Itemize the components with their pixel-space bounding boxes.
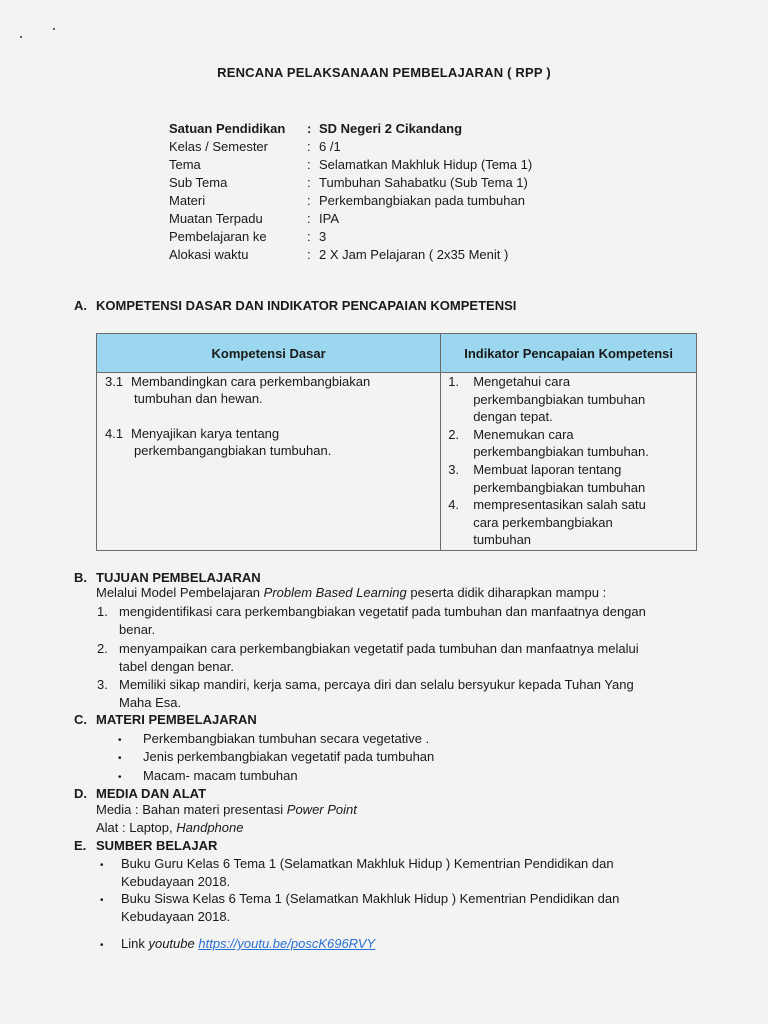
bullet-icon: • [100, 895, 104, 906]
objective-text: Memiliki sikap mandiri, kerja sama, percaya diri dan selalu bersyukur kepada Tuhan Yang [119, 677, 634, 692]
identity-row [169, 246, 508, 264]
identity-colon: : [307, 229, 311, 244]
identity-colon: : [307, 175, 311, 190]
objective-text: menyampaikan cara perkembangbiakan vegetatif pada tumbuhan dan manfaatnya melalui [119, 641, 639, 656]
source-text: Kebudayaan 2018. [121, 909, 231, 924]
kd-text: perkembangangbiakan tumbuhan. [134, 443, 332, 458]
ipk-text: Membuat laporan tentang [473, 462, 622, 477]
identity-value: IPA [319, 211, 339, 226]
identity-value: 6 /1 [319, 139, 341, 154]
source-text: Buku Siswa Kelas 6 Tema 1 (Selamatkan Makhluk Hidup ) Kementrian Pendidikan dan [121, 891, 620, 906]
identity-value: 3 [319, 229, 327, 244]
objective-text: benar. [119, 622, 156, 637]
bullet-icon: • [118, 753, 122, 764]
identity-value: Selamatkan Makhluk Hidup (Tema 1) [319, 157, 533, 172]
ipk-text: Mengetahui cara [473, 374, 571, 389]
ipk-text: cara perkembangbiakan [473, 514, 613, 530]
kd-number: 4.1 [105, 426, 124, 441]
materi-item: Perkembangbiakan tumbuhan secara vegetative . [143, 731, 430, 746]
identity-row [169, 192, 525, 210]
source-text: Buku Guru Kelas 6 Tema 1 (Selamatkan Makhluk Hidup ) Kementrian Pendidikan dan [121, 856, 614, 871]
ipk-text: Menemukan cara [473, 426, 574, 442]
kd-number: 3.1 [105, 374, 124, 389]
identity-colon: : [307, 193, 311, 208]
objective-text: Maha Esa. [119, 695, 182, 710]
youtube-link[interactable]: https://youtu.be/poscK696RVY [198, 936, 376, 951]
identity-row [169, 120, 462, 138]
ipk-text: perkembangbiakan tumbuhan [473, 391, 646, 407]
document-title: RENCANA PELAKSANAAN PEMBELAJARAN ( RPP ) [217, 65, 551, 80]
kd-text: Menyajikan karya tentang [131, 426, 280, 441]
header-kompetensi-dasar: Kompetensi Dasar [97, 334, 441, 373]
identity-row [169, 156, 532, 174]
materi-item: Macam- macam tumbuhan [143, 768, 298, 783]
ipk-number: 3. [448, 462, 460, 477]
ipk-number: 4. [448, 497, 460, 513]
bullet-icon: • [118, 772, 122, 783]
ipk-text: perkembangbiakan tumbuhan. [473, 444, 649, 460]
identity-label: Sub Tema [169, 175, 228, 190]
identity-value: Perkembangbiakan pada tumbuhan [319, 193, 525, 208]
identity-colon: : [307, 121, 312, 136]
objective-number: 3. [97, 677, 108, 692]
identity-label: Muatan Terpadu [169, 211, 263, 226]
identity-colon: : [307, 139, 311, 154]
identity-label: Tema [169, 157, 201, 172]
objective-text: tabel dengan benar. [119, 659, 234, 674]
ipk-text: tumbuhan [473, 532, 532, 548]
identity-colon: : [307, 157, 311, 172]
kd-text: Membandingkan cara perkembangbiakan [131, 374, 371, 389]
alat-line: Alat : Laptop, Handphone [96, 820, 244, 835]
kd-text: tumbuhan dan hewan. [134, 391, 263, 406]
source-text: Kebudayaan 2018. [121, 874, 231, 889]
identity-label: Satuan Pendidikan [169, 121, 286, 136]
scan-speck [53, 28, 55, 30]
identity-label: Pembelajaran ke [169, 229, 267, 244]
identity-value: Tumbuhan Sahabatku (Sub Tema 1) [319, 175, 528, 190]
media-line: Media : Bahan materi presentasi Power Point [96, 802, 357, 817]
identity-label: Kelas / Semester [169, 139, 268, 154]
kd-cell [97, 373, 441, 551]
identity-colon: : [307, 247, 311, 262]
scan-speck [20, 36, 22, 38]
competency-table [96, 333, 697, 551]
ipk-number: 1. [448, 374, 460, 389]
identity-label: Materi [169, 193, 206, 208]
ipk-text: dengan tepat. [473, 409, 553, 425]
header-indikator: Indikator Pencapaian Kompetensi [441, 334, 697, 373]
bullet-icon: • [100, 860, 104, 871]
objective-text: mengidentifikasi cara perkembangbiakan vegetatif pada tumbuhan dan manfaatnya dengan [119, 604, 646, 619]
bullet-icon: • [100, 940, 104, 951]
identity-value: 2 X Jam Pelajaran ( 2x35 Menit ) [319, 247, 509, 262]
identity-row [169, 210, 339, 228]
ipk-text: perkembangbiakan tumbuhan [473, 479, 646, 495]
objective-number: 2. [97, 641, 108, 656]
identity-row [169, 228, 326, 246]
ipk-text: mempresentasikan salah satu [473, 497, 646, 513]
identity-label: Alokasi waktu [169, 247, 249, 262]
identity-row [169, 174, 528, 192]
ipk-cell [441, 373, 697, 551]
ipk-number: 2. [448, 426, 460, 442]
identity-colon: : [307, 211, 311, 226]
materi-item: Jenis perkembangbiakan vegetatif pada tumbuhan [143, 749, 435, 764]
section-b-intro: Melalui Model Pembelajaran Problem Based Learning peserta didik diharapkan mampu : [96, 585, 607, 600]
youtube-link-line: Link youtube https://youtu.be/poscK696RVY [121, 936, 376, 951]
bullet-icon: • [118, 735, 122, 746]
objective-number: 1. [97, 604, 108, 619]
identity-row [169, 138, 341, 156]
identity-value: SD Negeri 2 Cikandang [319, 121, 463, 136]
